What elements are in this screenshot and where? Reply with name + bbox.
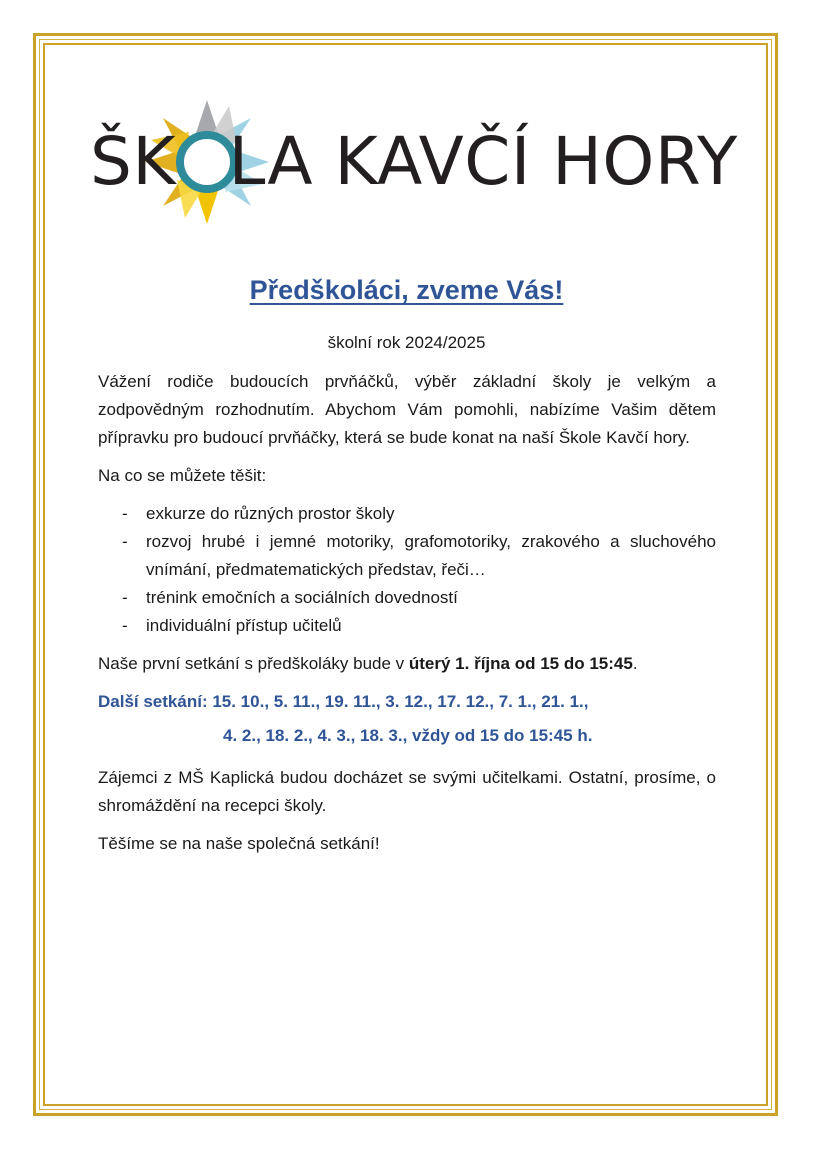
list-item: - trénink emočních a sociálních dovedností xyxy=(122,588,458,607)
benefits-list xyxy=(98,500,716,640)
list-heading: Na co se můžete těšit: xyxy=(98,466,267,485)
page-title: Předškoláci, zveme Vás! xyxy=(249,275,564,305)
list-item: - rozvoj hrubé i jemné motoriky, grafomotoriky, zrakového a sluchového vnímání, předmatematických představ, řeči… xyxy=(122,532,716,579)
note-paragraph: Zájemci z MŠ Kaplická budou docházet se svými učitelkami. Ostatní, prosíme, o shromáždění na recepci školy. xyxy=(98,768,716,815)
school-logo xyxy=(90,96,738,228)
next-meetings-line-2: 4. 2., 18. 2., 4. 3., 18. 3., vždy od 15 do 15:45 h. xyxy=(223,726,593,745)
school-name xyxy=(90,96,738,228)
next-meetings-line-1: Další setkání: 15. 10., 5. 11., 19. 11., 3. 12., 17. 12., 7. 1., 21. 1., xyxy=(98,692,589,711)
first-meeting: Naše první setkání s předškoláky bude v úterý 1. října od 15 do 15:45. xyxy=(98,654,638,673)
closing-line: Těšíme se na naše společná setkání! xyxy=(98,834,380,853)
school-name-part-1: ŠK xyxy=(90,123,177,200)
first-meeting-date: úterý 1. října od 15 do 15:45 xyxy=(408,654,633,673)
list-item: - exkurze do různých prostor školy xyxy=(122,504,395,523)
school-name-letter-o xyxy=(176,129,228,195)
document-body xyxy=(98,368,716,868)
intro-paragraph: Vážení rodiče budoucích prvňáčků, výběr základní školy je velkým a zodpovědným rozhodnutím. Abychom Vám pomohli, nabízíme Vašim dětem přípravku pro budoucí prvňáčky, která se bude konat na naší Škole Kavčí hory. xyxy=(98,372,716,447)
school-year: školní rok 2024/2025 xyxy=(327,333,486,352)
list-item: - individuální přístup učitelů xyxy=(122,616,342,635)
school-name-part-2: LA KAVČÍ HORY xyxy=(228,123,738,200)
